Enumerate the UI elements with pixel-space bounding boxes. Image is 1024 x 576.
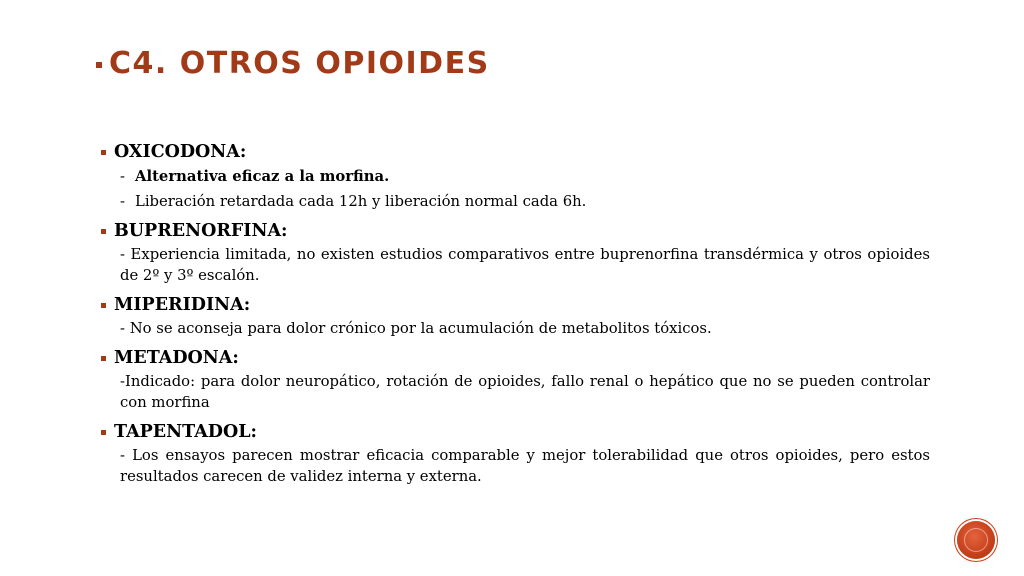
section-heading (100, 419, 930, 445)
heading-text: METADONA: (114, 348, 239, 368)
section-body (120, 166, 930, 212)
heading-text: BUPRENORFINA: (114, 221, 288, 241)
square-bullet-icon (101, 430, 106, 435)
section-tapentadol (100, 419, 930, 487)
list-item (120, 191, 930, 212)
section-paragraph: - No se aconseja para dolor crónico por la acumulación de metabolitos tóxicos. (120, 320, 712, 337)
list-item-text: Alternativa eficaz a la morfina. (135, 168, 390, 185)
section-miperidina (100, 292, 930, 339)
slide-title: C4. OTROS OPIOIDES (109, 46, 490, 81)
section-heading (100, 292, 930, 318)
logo-ring (964, 528, 988, 552)
section-heading (100, 345, 930, 371)
square-bullet-icon (101, 356, 106, 361)
section-heading (100, 139, 930, 165)
heading-text: TAPENTADOL: (114, 422, 257, 442)
slide-content (100, 139, 930, 493)
dash-prefix: - (120, 168, 125, 185)
slide-title-row (96, 44, 490, 84)
heading-text: MIPERIDINA: (114, 295, 251, 315)
section-heading (100, 218, 930, 244)
heading-text: OXICODONA: (114, 142, 247, 162)
section-buprenorfina (100, 218, 930, 286)
title-bullet-icon (96, 62, 102, 68)
list-item-text: Liberación retardada cada 12h y liberación normal cada 6h. (135, 193, 587, 210)
section-paragraph: -Indicado: para dolor neuropático, rotación de opioides, fallo renal o hepático que no se pueden controlar con morfina (120, 373, 930, 411)
section-oxicodona (100, 139, 930, 212)
square-bullet-icon (101, 150, 106, 155)
circle-logo-icon (957, 521, 995, 559)
section-paragraph: - Los ensayos parecen mostrar eficacia comparable y mejor tolerabilidad que otros opioides, pero estos resultados carecen de validez interna y externa. (120, 447, 930, 485)
square-bullet-icon (101, 229, 106, 234)
section-paragraph: - Experiencia limitada, no existen estudios comparativos entre buprenorfina transdérmica y otros opioides de 2º y 3º escalón. (120, 246, 930, 284)
section-metadona (100, 345, 930, 413)
dash-prefix: - (120, 193, 125, 210)
square-bullet-icon (101, 303, 106, 308)
list-item (120, 166, 930, 187)
